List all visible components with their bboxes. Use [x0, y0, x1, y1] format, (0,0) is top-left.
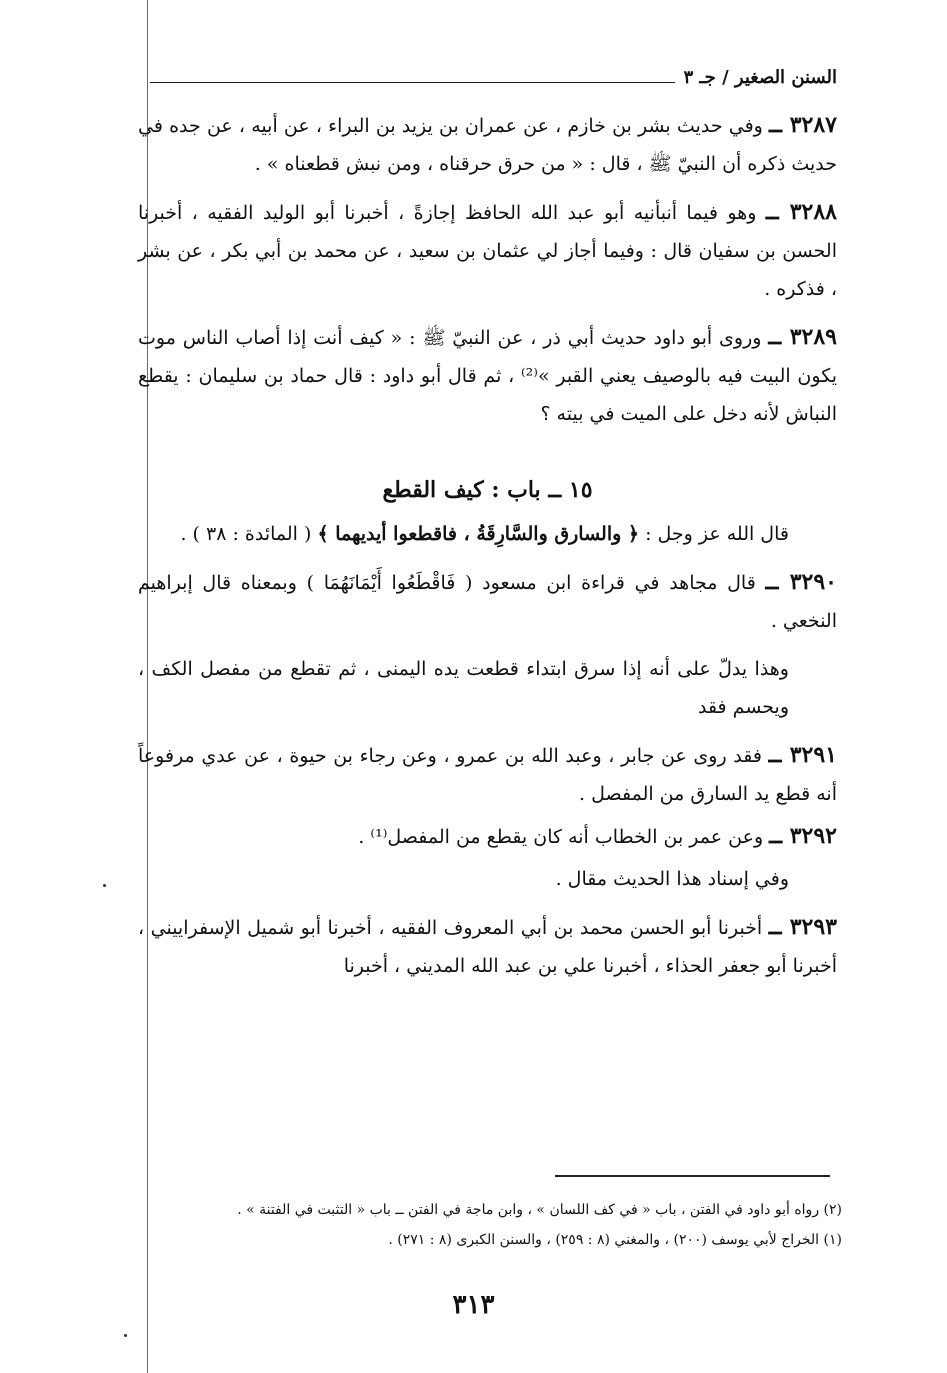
- hadith-number: ٣٢٩٢ ــ: [769, 823, 837, 849]
- hadith-text: أخبرنا أبو الحسن محمد بن أبي المعروف الفقيه ، أخبرنا أبو شميل الإسفراييني ، أخبرنا أبو جعفر الحذاء ، أخبرنا علي بن عبد الله المديني ، أخبرنا: [138, 917, 837, 977]
- footnotes: [150, 1195, 842, 1255]
- commentary-text: وفي إسناد هذا الحديث مقال .: [555, 868, 789, 890]
- page-number: ٣١٣: [452, 1290, 495, 1320]
- hadith-number: ٣٢٨٧ ــ: [769, 112, 837, 138]
- header-rule: [150, 82, 675, 83]
- footnote-separator: [555, 1175, 830, 1177]
- hadith-number: ٣٢٨٩ ــ: [768, 324, 837, 350]
- commentary-paragraph: [138, 650, 837, 726]
- hadith-text: وفي حديث بشر بن خازم ، عن عمران بن يزيد بن البراء ، عن أبيه ، عن جده في حديث ذكره أن النبيّ ﷺ ، قال : « من حرق حرقناه ، ومن نبش قطعناه » .: [138, 115, 837, 175]
- section-heading: ١٥ ــ باب : كيف القطع: [382, 477, 593, 503]
- hadith-number: ٣٢٩١ ــ: [768, 742, 837, 768]
- hadith-paragraph: [138, 908, 837, 985]
- hadith-text: وروى أبو داود حديث أبي ذر ، عن النبيّ ﷺ : « كيف أنت إذا أصاب الناس موت يكون البيت فيه بالوصيف يعني القبر »⁽²⁾ ، ثم قال أبو داود : قال حماد بن سليمان : يقطع النباش لأنه دخل على الميت في بيته ؟: [138, 327, 837, 425]
- hadith-paragraph: [138, 106, 837, 183]
- footnote-item: (٢) رواه أبو داود في الفتن ، باب « في كف اللسان » ، وابن ماجة في الفتن ــ باب « التثبت في الفتنة » .: [237, 1202, 842, 1218]
- hadith-paragraph: [138, 563, 837, 640]
- hadith-paragraph: [138, 193, 837, 308]
- scan-speck: [124, 1334, 127, 1337]
- hadith-paragraph: [138, 736, 837, 813]
- hadith-text: قال مجاهد في قراءة ابن مسعود ( فَاقْطَعُوا أَيْمَانَهُمَا ) وبمعناه قال إبراهيم النخعي .: [138, 572, 837, 632]
- hadith-paragraph: [138, 318, 837, 433]
- main-text: [138, 106, 837, 995]
- running-header: [150, 64, 837, 88]
- hadith-paragraph: [138, 817, 837, 856]
- hadith-number: ٣٢٩٣ ــ: [768, 914, 837, 940]
- quran-verse: ﴿ والسارق والسَّارِقَةُ ، فاقطعوا أيديهما ﴾: [317, 523, 640, 545]
- header-title: السنن الصغير / جـ ٣: [683, 67, 837, 88]
- hadith-number: ٣٢٩٠ ــ: [765, 569, 837, 595]
- section-intro: [138, 515, 837, 553]
- footnote-item: (١) الخراج لأبي يوسف (٢٠٠) ، والمغني (٨ : ٢٥٩) ، والسنن الكبرى (٨ : ٢٧١) .: [388, 1232, 842, 1248]
- hadith-text: فقد روى عن جابر ، وعبد الله بن عمرو ، وعن رجاء بن حيوة ، عن عدي مرفوعاً أنه قطع يد السارق من المفصل .: [138, 745, 837, 805]
- scan-speck: [103, 884, 106, 887]
- hadith-text: وعن عمر بن الخطاب أنه كان يقطع من المفصل⁽¹⁾ .: [358, 826, 764, 848]
- commentary-text: وهذا يدلّ على أنه إذا سرق ابتداء قطعت يده اليمنى ، ثم تقطع من مفصل الكف ، ويحسم فقد: [138, 658, 789, 718]
- intro-prefix: قال الله عز وجل :: [645, 523, 789, 545]
- commentary-paragraph: [138, 860, 837, 898]
- verse-reference: ( المائدة : ٣٨ ) .: [180, 523, 312, 545]
- hadith-number: ٣٢٨٨ ــ: [765, 199, 837, 225]
- hadith-text: وهو فيما أنبأنيه أبو عبد الله الحافظ إجازةً ، أخبرنا أبو الوليد الفقيه ، أخبرنا الحسن بن سفيان قال : وفيما أجاز لي عثمان بن سعيد ، عن محمد بن أبي بكر ، عن بشر ، فذكره .: [138, 202, 837, 300]
